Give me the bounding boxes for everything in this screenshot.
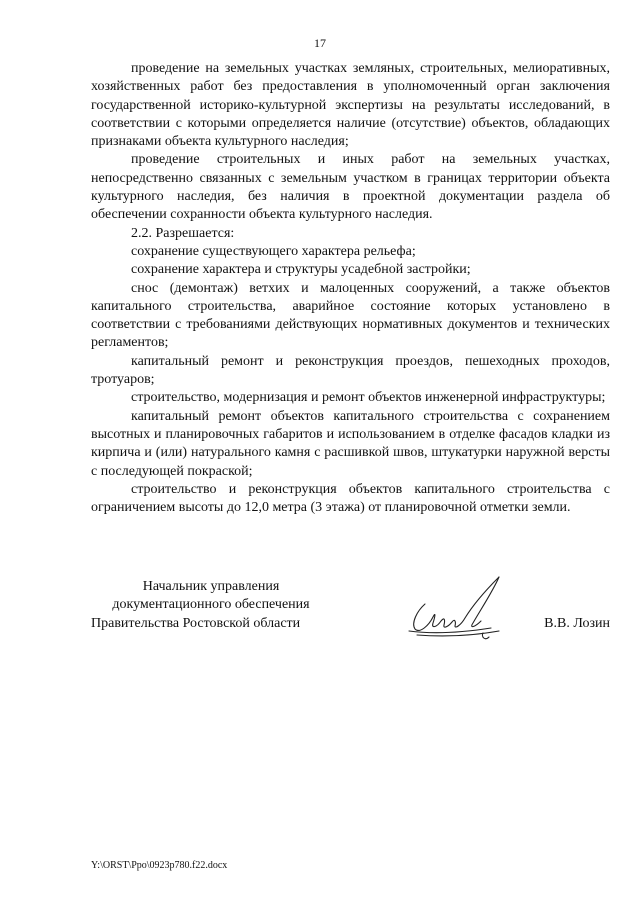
paragraph-1: проведение на земельных участках земляных, строительных, мелиоративных, хозяйственных работ без предоставления в уполномоченный орган заключения государственной историко-культурной экспертизы на результаты исследований, в соответствии с которыми определяется наличие (отсутствие) объектов, обладающих признаками объекта культурного наследия; (91, 61, 610, 150)
document-body (91, 60, 610, 517)
paragraph-7: капитальный ремонт и реконструкция проездов, пешеходных проходов, тротуаров; (91, 353, 610, 388)
paragraph-9: капитальный ремонт объектов капитального строительства с сохранением высотных и планировочных габаритов и использованием в отделке фасадов кладки из кирпича и (или) натурального камня с расшивкой швов, штукатурки наружной версты с последующей покраской; (91, 408, 610, 479)
paragraph-2: проведение строительных и иных работ на земельных участках, непосредственно связанных с земельным участком в границах территории объекта культурного наследия, без наличия в проектной документации раздела об обеспечении сохранности объекта культурного наследия. (91, 152, 610, 223)
signatory-title (91, 578, 331, 633)
signatory-title-line-1: Начальник управления (142, 579, 280, 594)
signature-block (91, 578, 610, 658)
paragraph-6: снос (демонтаж) ветхих и малоценных сооружений, а также объектов капитального строительства, аварийное состояние которых установлено в соответствии с требованиями действующих нормативных документов и технических регламентов; (91, 280, 610, 351)
paragraph-8: строительство, модернизация и ремонт объектов инженерной инфраструктуры; (131, 390, 606, 406)
paragraph-5: сохранение характера и структуры усадебной застройки; (131, 262, 471, 278)
paragraph-4: сохранение существующего характера рельефа; (131, 243, 416, 259)
signatory-name: В.В. Лозин (544, 615, 610, 631)
file-path: Y:\ORST\Ppo\0923p780.f22.docx (91, 860, 228, 871)
signatory-title-line-2: документационного обеспечения (112, 597, 310, 613)
paragraph-10: строительство и реконструкция объектов капитального строительства с ограничением высоты до 12,0 метра (3 этажа) от планировочной отметки земли. (91, 481, 610, 516)
paragraph-3: 2.2. Разрешается: (131, 225, 235, 241)
handwritten-signature-icon (395, 571, 515, 651)
signatory-title-line-3: Правительства Ростовской области (91, 615, 301, 631)
page-number: 17 (314, 36, 326, 50)
